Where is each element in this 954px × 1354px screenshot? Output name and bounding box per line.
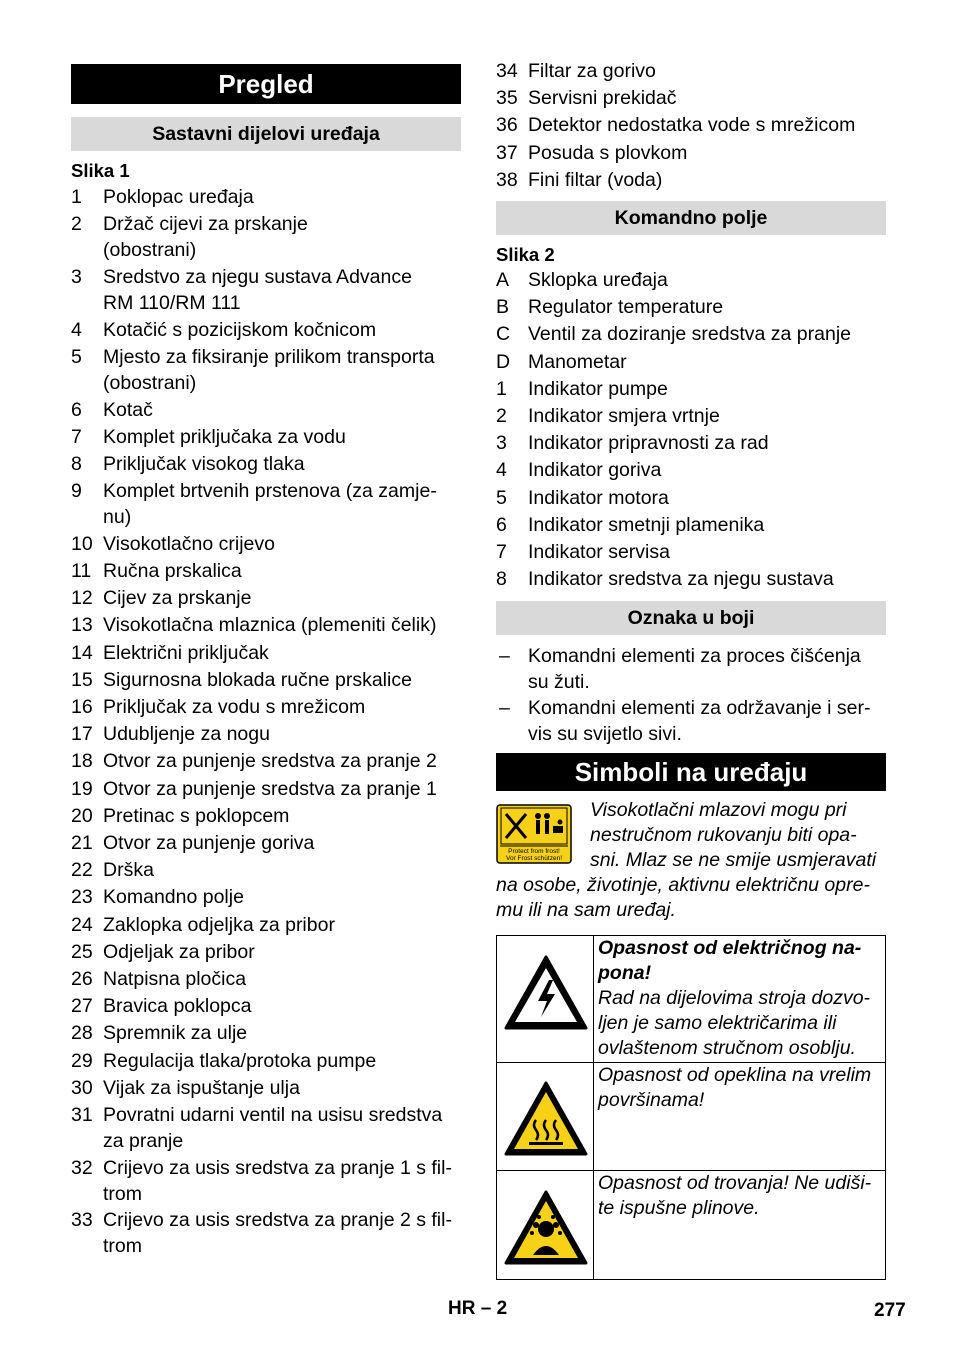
list-item-line: Otvor za punjenje sredstva za pranje 2: [103, 750, 437, 773]
list-item-line: Ventil za doziranje sredstva za pranje: [528, 323, 852, 346]
list-item-number: 3: [71, 265, 82, 288]
list-item-line: Natpisna pločica: [103, 968, 247, 990]
list-item-line: Kotačić s pozicijskom kočnicom: [103, 318, 377, 341]
list-item-text: [103, 211, 461, 263]
warning-text-electric: [598, 936, 881, 1061]
list-item-number: 13: [71, 614, 93, 637]
list-item-line: Sigurnosna blokada ručne prskalice: [103, 668, 412, 691]
list-item-text: [528, 485, 886, 511]
section-heading-symbols: Simboli na uređaju: [496, 753, 886, 791]
list-item-number: 6: [496, 513, 507, 536]
warning-line: ovlaštenom stručnom osoblju.: [598, 1037, 856, 1059]
list-item-line: Poklopac uređaja: [103, 186, 254, 208]
list-item-line: Udubljenje za nogu: [103, 723, 270, 746]
warning-row-hot-surface: [497, 1063, 885, 1171]
frost-line: nestručnom rukovanju biti opa-: [590, 824, 857, 846]
toxic-fumes-icon: [503, 1189, 589, 1267]
section-heading-color-code: Oznaka u boji: [496, 601, 886, 635]
list-item-number: 29: [71, 1049, 93, 1072]
list-item-line: Priključak za vodu s mrežicom: [103, 696, 366, 718]
list-item-line: Komandno polje: [103, 886, 244, 909]
list-item-line: Cijev za prskanje: [103, 587, 252, 610]
list-item-line: Indikator goriva: [528, 459, 662, 482]
list-item-line: Visokotlačna mlaznica (plemeniti čelik): [103, 614, 437, 637]
list-item-line: (obostrani): [103, 371, 197, 394]
list-item-line: Indikator pumpe: [528, 377, 668, 400]
list-item-text: [103, 830, 461, 856]
list-item-text: [103, 451, 461, 477]
warning-text-poisoning: [598, 1171, 881, 1221]
frost-line: sni. Mlaz se ne smije usmjeravati: [590, 849, 877, 871]
list-item-line: Otvor za punjenje sredstva za pranje 1: [103, 777, 437, 800]
warning-symbols-table: [496, 935, 886, 1280]
list-item-line: Priključak visokog tlaka: [103, 452, 305, 475]
list-item-line: Zaklopka odjeljka za pribor: [103, 913, 335, 936]
list-item-line: Komandni elementi za održavanje i ser-: [528, 697, 871, 720]
list-item-text: [103, 966, 461, 992]
list-item-line: Komplet brtvenih prstenova (za zamje-: [103, 480, 437, 503]
list-item-line: Regulator temperature: [528, 296, 724, 319]
section-heading-components: Sastavni dijelovi uređaja: [71, 117, 461, 151]
list-item-line: za pranje: [103, 1130, 184, 1152]
electric-shock-icon: [503, 954, 589, 1032]
list-item-text: [528, 403, 886, 429]
list-item-text: [103, 1075, 461, 1101]
list-item-number: 30: [71, 1076, 93, 1099]
list-item-number: A: [496, 269, 510, 291]
page-title: Pregled: [71, 64, 461, 104]
list-item-text: [528, 457, 886, 483]
list-item-text: [103, 857, 461, 883]
list-item-text: [103, 344, 461, 396]
list-item-text: [103, 694, 461, 720]
list-item-number: 18: [71, 750, 93, 773]
list-item-text: [103, 612, 461, 638]
list-item-number: 34: [496, 60, 518, 82]
list-item-number: 10: [71, 532, 93, 555]
list-item-number: –: [499, 697, 510, 720]
list-item-text: [528, 321, 886, 347]
list-item-line: Ručna prskalica: [103, 560, 242, 582]
list-item-line: Servisni prekidač: [528, 87, 677, 110]
warning-icon-cell: [497, 1171, 594, 1279]
warning-icon-cell: [497, 1063, 594, 1170]
list-item-text: [103, 912, 461, 938]
list-item-text: [103, 1155, 461, 1207]
list-item-number: 19: [71, 777, 93, 800]
list-item-line: Sredstvo za njegu sustava Advance: [103, 265, 412, 288]
frost-warning-text: [496, 798, 886, 923]
list-item-number: 9: [71, 480, 82, 503]
list-item-text: [103, 558, 461, 584]
list-item-line: Odjeljak za pribor: [103, 940, 255, 963]
list-item-number: 24: [71, 913, 93, 936]
list-item-text: [103, 264, 461, 316]
hot-surface-icon: [503, 1080, 589, 1158]
list-item-text: [103, 397, 461, 423]
list-item-number: 3: [496, 432, 507, 455]
warning-line: Opasnost od opeklina na vrelim: [598, 1064, 872, 1086]
list-item-text: [528, 376, 886, 402]
list-item-line: Sklopka uređaja: [528, 269, 668, 291]
list-item-number: 27: [71, 995, 93, 1018]
list-item-number: 17: [71, 723, 93, 746]
list-item-line: Filtar za gorivo: [528, 60, 656, 82]
list-item-text: [528, 512, 886, 538]
list-item-text: [103, 585, 461, 611]
list-item-number: 20: [71, 804, 93, 827]
list-item-text: [103, 531, 461, 557]
list-item-text: [103, 1102, 461, 1154]
list-item-number: 21: [71, 832, 93, 854]
list-item-line: Mjesto za fiksiranje prilikom transporta: [103, 345, 435, 368]
list-item-line: Spremnik za ulje: [103, 1022, 248, 1045]
list-item-line: nu): [103, 506, 132, 529]
list-item-number: 31: [71, 1104, 93, 1126]
list-item-line: Detektor nedostatka vode s mrežicom: [528, 114, 856, 137]
list-item-line: Crijevo za usis sredstva za pranje 2 s fil-: [103, 1209, 452, 1232]
list-item-line: Pretinac s poklopcem: [103, 804, 290, 827]
list-item-line: Visokotlačno crijevo: [103, 532, 275, 555]
warning-row-electric: [497, 936, 885, 1063]
list-item-number: 1: [496, 377, 507, 400]
list-item-number: 7: [496, 541, 507, 563]
list-item-text: [528, 267, 886, 293]
list-item-line: Indikator pripravnosti za rad: [528, 432, 769, 455]
figure-label-1: Slika 1: [71, 160, 130, 181]
list-item-line: Indikator smjera vrtnje: [528, 405, 720, 427]
list-item-number: C: [496, 323, 511, 346]
list-item-line: Indikator servisa: [528, 541, 670, 563]
footer-page-number: 277: [874, 1300, 906, 1321]
list-item-line: Povratni udarni ventil na usisu sredstva: [103, 1104, 443, 1126]
list-item-line: Manometar: [528, 350, 627, 373]
list-item-text: [528, 140, 886, 166]
warning-line: Rad na dijelovima stroja dozvo-: [598, 987, 871, 1009]
list-item-text: [103, 184, 461, 210]
list-item-text: [103, 1048, 461, 1074]
list-item-number: 4: [496, 459, 507, 482]
list-item-number: 32: [71, 1156, 93, 1179]
list-item-text: [528, 430, 886, 456]
list-item-text: [528, 349, 886, 375]
list-item-number: 37: [496, 141, 518, 164]
list-item-text: [103, 993, 461, 1019]
warning-line: površinama!: [598, 1089, 705, 1111]
list-item-line: Otvor za punjenje goriva: [103, 832, 315, 854]
list-item-number: 15: [71, 668, 93, 691]
list-item-number: 33: [71, 1209, 93, 1232]
list-item-line: Indikator smetnji plamenika: [528, 513, 765, 536]
list-item-number: 12: [71, 587, 93, 610]
list-item-text: [528, 643, 886, 695]
list-item-text: [103, 1020, 461, 1046]
list-item-line: Drška: [103, 859, 154, 882]
list-item-number: 8: [496, 568, 507, 591]
warning-bold-line: Opasnost od električnog na-: [598, 937, 862, 959]
list-item-text: [528, 167, 886, 193]
footer-language-code: HR – 2: [448, 1298, 508, 1319]
list-item-text: [103, 748, 461, 774]
list-item-text: [103, 424, 461, 450]
warning-line: Opasnost od trovanja! Ne udiši-: [598, 1172, 872, 1194]
list-item-text: [528, 695, 886, 747]
list-item-line: Indikator sredstva za njegu sustava: [528, 568, 834, 591]
list-item-number: 2: [496, 405, 507, 427]
list-item-number: 1: [71, 186, 82, 208]
list-item-text: [528, 58, 886, 84]
frost-line: Visokotlačni mlazovi mogu pri: [590, 799, 847, 821]
list-item-text: [103, 1207, 461, 1259]
warning-bold-line: pona!: [598, 962, 652, 984]
list-item-line: trom: [103, 1235, 142, 1258]
list-item-number: 6: [71, 398, 82, 421]
list-item-line: vis su svijetlo sivi.: [528, 723, 682, 746]
warning-icon-cell: [497, 936, 594, 1062]
list-item-line: Indikator motora: [528, 486, 669, 509]
list-item-number: D: [496, 350, 511, 373]
list-item-number: 8: [71, 452, 82, 475]
list-item-number: 38: [496, 168, 518, 191]
list-item-number: 4: [71, 318, 82, 341]
list-item-text: [528, 539, 886, 565]
list-item-text: [103, 667, 461, 693]
list-item-text: [103, 884, 461, 910]
warning-line: te ispušne plinove.: [598, 1197, 760, 1219]
list-item-line: Komplet priključaka za vodu: [103, 425, 346, 448]
list-item-text: [528, 566, 886, 592]
list-item-line: Električni priključak: [103, 641, 269, 664]
list-item-text: [103, 803, 461, 829]
warning-line: ljen je samo električarima ili: [598, 1012, 837, 1034]
list-item-number: 7: [71, 425, 82, 448]
frost-line: mu ili na sam uređaj.: [496, 899, 676, 921]
list-item-text: [103, 478, 461, 530]
warning-row-poisoning: [497, 1171, 885, 1279]
list-item-number: B: [496, 296, 510, 319]
section-heading-control-panel: Komandno polje: [496, 201, 886, 235]
list-item-number: 36: [496, 114, 518, 137]
list-item-line: Kotač: [103, 398, 153, 421]
list-item-line: Regulacija tlaka/protoka pumpe: [103, 1049, 377, 1072]
list-item-line: Bravica poklopca: [103, 995, 252, 1018]
list-item-number: 2: [71, 213, 82, 236]
list-item-line: su žuti.: [528, 671, 590, 693]
list-item-line: Crijevo za usis sredstva za pranje 1 s fil-: [103, 1156, 452, 1179]
list-item-text: [528, 294, 886, 320]
list-item-text: [103, 721, 461, 747]
list-item-number: 11: [71, 560, 92, 582]
list-item-number: 14: [71, 641, 93, 664]
list-item-line: (obostrani): [103, 239, 197, 262]
list-item-line: Vijak za ispuštanje ulja: [103, 1076, 300, 1099]
list-item-text: [103, 640, 461, 666]
list-item-line: Posuda s plovkom: [528, 141, 688, 164]
list-item-text: [103, 776, 461, 802]
figure-label-2: Slika 2: [496, 244, 555, 265]
list-item-number: 23: [71, 886, 93, 909]
list-item-number: 28: [71, 1022, 93, 1045]
list-item-text: [528, 112, 886, 138]
frost-line: na osobe, životinje, aktivnu električnu opre-: [496, 874, 870, 896]
frost-icon-text-en: Protect from frost!: [508, 848, 560, 855]
list-item-number: –: [499, 645, 510, 667]
warning-text-hot-surface: [598, 1063, 881, 1113]
list-item-number: 16: [71, 696, 93, 718]
list-item-line: Fini filtar (voda): [528, 168, 663, 191]
list-item-number: 25: [71, 940, 93, 963]
list-item-number: 35: [496, 87, 518, 110]
list-item-number: 26: [71, 968, 93, 990]
list-item-text: [103, 939, 461, 965]
list-item-text: [103, 317, 461, 343]
list-item-number: 5: [71, 345, 82, 368]
list-item-line: Držač cijevi za prskanje: [103, 213, 308, 236]
list-item-line: trom: [103, 1182, 142, 1205]
frost-icon-text-de: Vor Frost schützen!: [506, 855, 562, 862]
list-item-number: 22: [71, 859, 93, 882]
list-item-number: 5: [496, 486, 507, 509]
list-item-line: Komandni elementi za proces čišćenja: [528, 645, 861, 667]
list-item-text: [528, 85, 886, 111]
list-item-line: RM 110/RM 111: [103, 291, 241, 314]
